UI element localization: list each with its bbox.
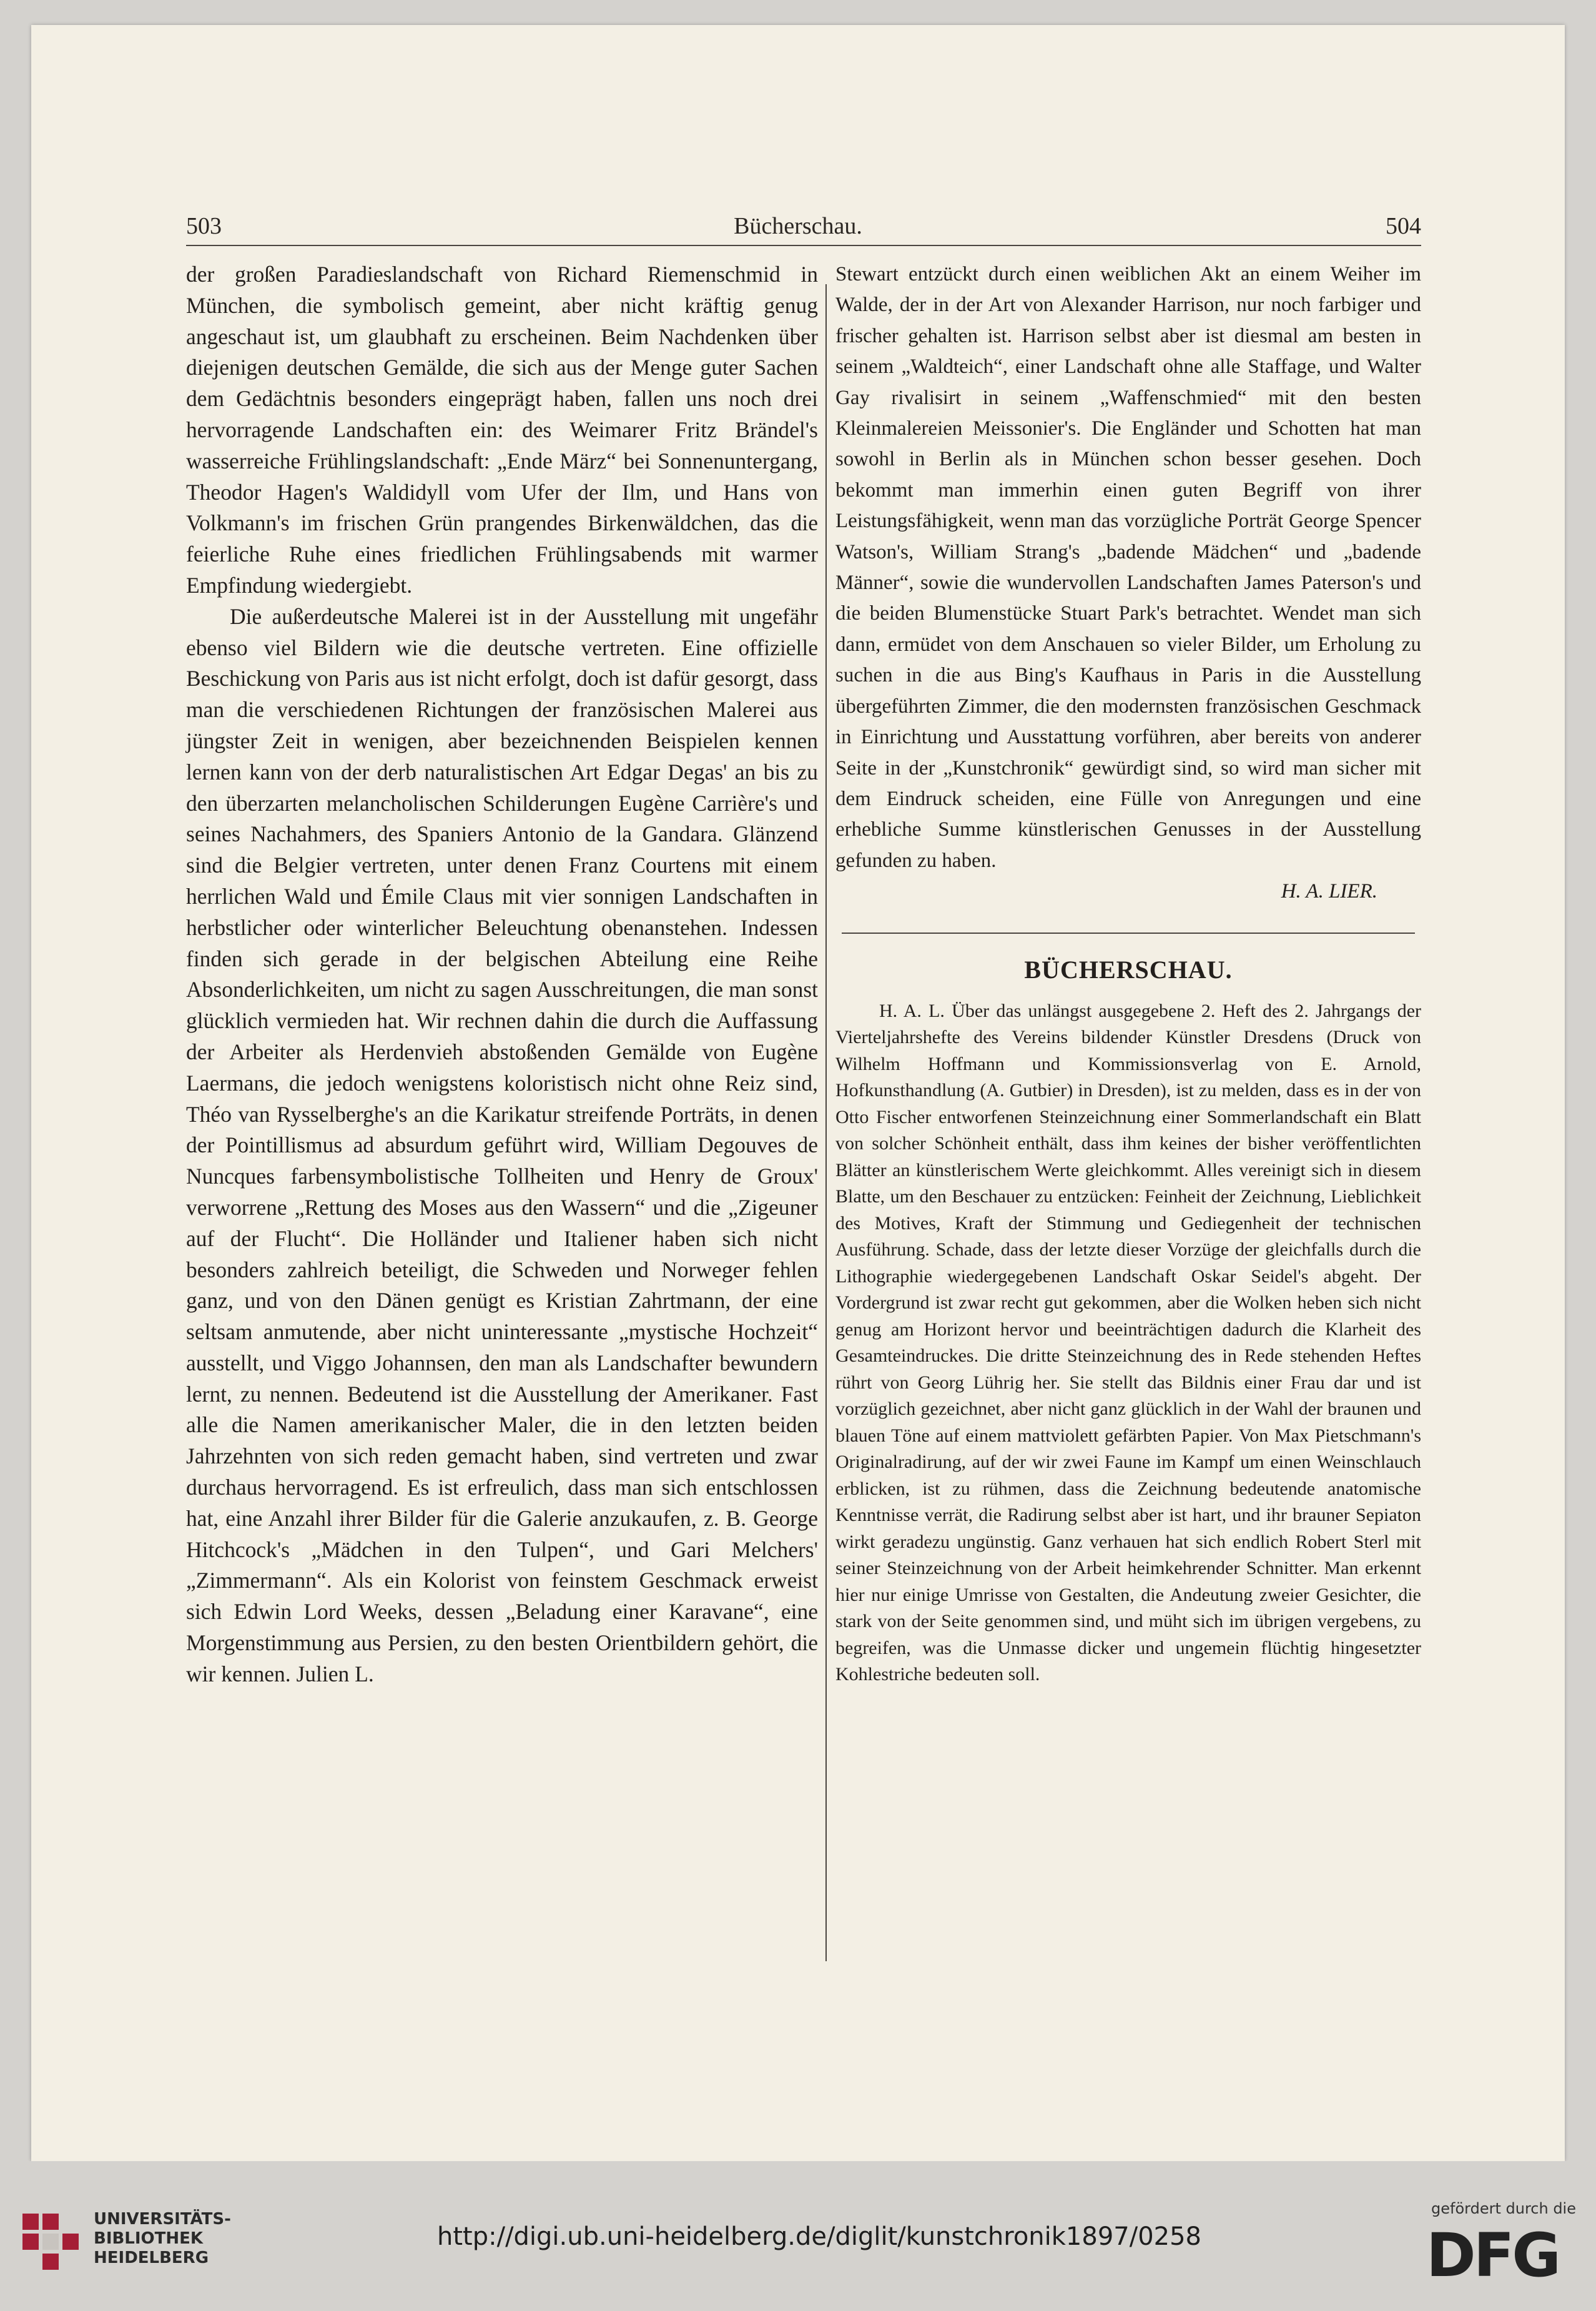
section-separator bbox=[842, 933, 1415, 934]
library-name-line-1: UNIVERSITÄTS- bbox=[94, 2210, 231, 2229]
library-name-line-2: BIBLIOTHEK bbox=[94, 2229, 204, 2248]
library-name-line-3: HEIDELBERG bbox=[94, 2249, 209, 2267]
dfg-logo-text: DFG bbox=[1426, 2224, 1559, 2286]
left-paragraph-1: der großen Paradieslandschaft von Richard Riemenschmid in München, die symbolisch gemeint, aber nicht kräftig genug angeschaut ist, um glaubhaft zu erscheinen. Beim Nachdenken über diejenigen deutschen Gemälde, die sich aus der Menge guter Sachen dem Gedächtnis besonders eingeprägt haben, fallen uns noch drei hervorragende Landschaften ein: des Weimarer Fritz Brändel's wasserreiche Frühlingslandschaft: „Ende März“ bei Sonnenuntergang, Theodor Hagen's Waldidyll vom Ufer der Ilm, und Hans von Volkmann's im frischen Grün prangendes Birkenwäldchen, das die feierliche Ruhe eines friedlichen Frühlingsabends mit warmer Empfindung wiedergiebt. bbox=[186, 262, 818, 598]
left-paragraph-2: Die außerdeutsche Malerei ist in der Ausstellung mit ungefähr ebenso viel Bildern wie die deutsche vertreten. Eine offizielle Beschickung von Paris aus ist nicht erfolgt, doch ist dafür gesorgt, dass man die verschiedenen Richtungen der französischen Malerei aus jüngster Zeit in wenigen, aber bezeichnenden Beispielen kennen lernen kann von der derb naturalistischen Art Edgar Degas' an bis zu den überzarten melancholischen Schilderungen Eugène Carrière's und seines Nachahmers, des Spaniers Antonio de la Gandara. Glänzend sind die Belgier vertreten, unter denen Franz Courtens mit einem herrlichen Wald und Émile Claus mit vier sonnigen Landschaften in herbstlicher oder winterlicher Beleuchtung obenanstehen. Indessen finden sich gerade in der belgischen Abteilung eine Reihe Absonderlichkeiten, um nicht zu sagen Ausschreitungen, die man sonst glücklich vermieden hat. Wir rechnen dahin die durch die Auffassung der Arbeiter als Herdenvieh abstoßenden Gemälde von Eugène Laermans, die jedoch wenigstens koloristisch nicht ohne Reiz sind, Théo van Rysselberghe's an die Karikatur streifende Porträts, in denen der Pointillismus ad absurdum geführt wird, William Degouves de Nuncques farbensymbolistische Tollheiten und Henry de Groux' verworrene „Rettung des Moses aus den Wassern“ und die „Zigeuner auf der Flucht“. Die Holländer und Italiener haben sich nicht besonders zahlreich beteiligt, die Schweden und Norweger fehlen ganz, und von den Dänen genügt es Kristian Zahrtmann, der eine seltsam anmutende, aber nicht uninteressante „mystische Hochzeit“ ausstellt, und Viggo Johannsen, den man als Landschafter bewundern lernt, zu nennen. Bedeutend ist die Ausstellung der Amerikaner. Fast alle die Namen amerikanischer Maler, die in den letzten beiden Jahrzehnten von sich reden gemacht haben, sind vertreten und zwar durchaus hervorragend. Es ist erfreulich, dass man sich entschlossen hat, eine Anzahl ihrer Bilder für die Galerie anzukaufen, z. B. George Hitchcock's „Mädchen in den Tulpen“, und Gari Melchers' „Zimmermann“. Als ein Kolorist von feinstem Geschmack erweist sich Edwin Lord Weeks, dessen „Beladung einer Karavane“, eine Morgenstimmung aus Persien, zu den besten Orientbildern gehört, die wir kennen. Julien L. bbox=[186, 603, 818, 1686]
source-url-link[interactable]: http://digi.ub.uni-heidelberg.de/diglit/kunstchronik1897/0258 bbox=[437, 2222, 1202, 2251]
header-rule bbox=[186, 245, 1421, 246]
scanned-page bbox=[31, 25, 1565, 2161]
column-divider bbox=[825, 284, 827, 1961]
dfg-logo-icon bbox=[1426, 2224, 1576, 2286]
library-logo-icon bbox=[17, 2205, 86, 2274]
funder-caption: gefördert durch die bbox=[1431, 2200, 1576, 2217]
right-column bbox=[835, 259, 1421, 1688]
right-continuation: Stewart entzückt durch einen weiblichen Akt an einem Weiher im Walde, der in der Art von Alexander Harrison, nur noch farbiger und frischer gehalten ist. Harrison selbst aber ist diesmal am besten in seinem „Waldteich“, einer Landschaft ohne alle Staffage, und Walter Gay rivalisirt in seinem „Waffenschmied“ mit den besten Kleinmalereien Meissonier's. Die Engländer und Schotten hat man sowohl in Berlin als in München schon besser gesehen. Doch bekommt man immerhin einen guten Begriff von ihrer Leistungsfähigkeit, wenn man das vorzügliche Porträt George Spencer Watson's, William Strang's „badende Mädchen“ und „badende Männer“, sowie die wundervollen Landschaften James Paterson's und die beiden Blumenstücke Stuart Park's betrachtet. Wendet man sich dann, ermüdet von dem Anschauen so vieler Bilder, um Erholung zu suchen in die aus Bing's Kaufhaus in Paris in die Ausstellung übergeführten Zimmer, die den modernsten französischen Geschmack in Einrichtung und Ausstattung vorführen, aber bereits von anderer Seite in der „Kunstchronik“ gewürdigt sind, so wird man sicher mit dem Eindruck scheiden, eine Fülle von Anregungen und eine erhebliche Summe künstlerischen Genusses in der Ausstellung gefunden zu haben. bbox=[835, 263, 1421, 872]
running-title: Bücherschau. bbox=[734, 213, 862, 239]
page-number-left: 503 bbox=[186, 213, 222, 239]
author-signature: H. A. LIER. bbox=[1281, 880, 1377, 903]
section-heading: BÜCHERSCHAU. bbox=[1024, 955, 1233, 984]
viewer-footer bbox=[0, 2161, 1596, 2311]
review-paragraph: H. A. L. Über das unlängst ausgegebene 2. Heft des 2. Jahrgangs der Vierteljahrshefte des Vereins bildender Künstler Dresdens (Druck von Wilhelm Hoffmann und Kommissionsverlag von E. Arnold, Hofkunsthandlung (A. Gutbier) in Dresden), ist zu melden, dass es in der von Otto Fischer entworfenen Steinzeichnung einer Sommerlandschaft ein Blatt von solcher Schönheit enthält, dass ihm keines der bisher veröffentlichten Blätter an künstlerischem Werte gleichkommt. Alles vereinigt sich in diesem Blatte, um den Beschauer zu entzücken: Feinheit der Zeichnung, Lieblichkeit des Motives, Kraft der Stimmung und Gediegenheit der technischen Ausführung. Schade, dass der letzte dieser Vorzüge der gleichfalls durch die Lithographie wiedergegebenen Landschaft Oskar Seidel's abgeht. Der Vordergrund ist zwar recht gut gekommen, aber die Wolken heben sich nicht genug am Horizont hervor und beeinträchtigen dadurch die Klarheit des Gesamteindruckes. Die dritte Steinzeichnung des in Rede stehenden Heftes rührt von Georg Lührig her. Sie stellt das Bildnis einer Frau dar und ist vorzüglich gezeichnet, aber nicht ganz glücklich in der Wahl der braunen und blauen Töne auf einem mattviolett gefärbten Papier. Von Max Pietschmann's Originalradirung, auf der wir zwei Faune im Kampf um einen Weinschlauch erblicken, ist zu rühmen, dass die Zeichnung bedeutende anatomische Kenntnisse verrät, die Radirung selbst aber ist hart, und ihr brauner Sepiaton wirkt geradezu ungünstig. Ganz verhauen hat sich endlich Robert Sterl mit seiner Steinzeichnung von der Arbeit heimkehrender Schnitter. Man erkennt hier nur einige Umrisse von Gestalten, die Andeutung zweier Gesichter, die stark von der Seite genommen sind, und müht sich im übrigen vergebens, zu begreifen, was die Unmasse dicker und ungemein flüchtig hingesetzter Kohlestriche bedeuten soll. bbox=[835, 1000, 1421, 1685]
page-number-right: 504 bbox=[1386, 213, 1421, 239]
left-column bbox=[186, 259, 818, 1690]
library-name bbox=[94, 2210, 231, 2268]
